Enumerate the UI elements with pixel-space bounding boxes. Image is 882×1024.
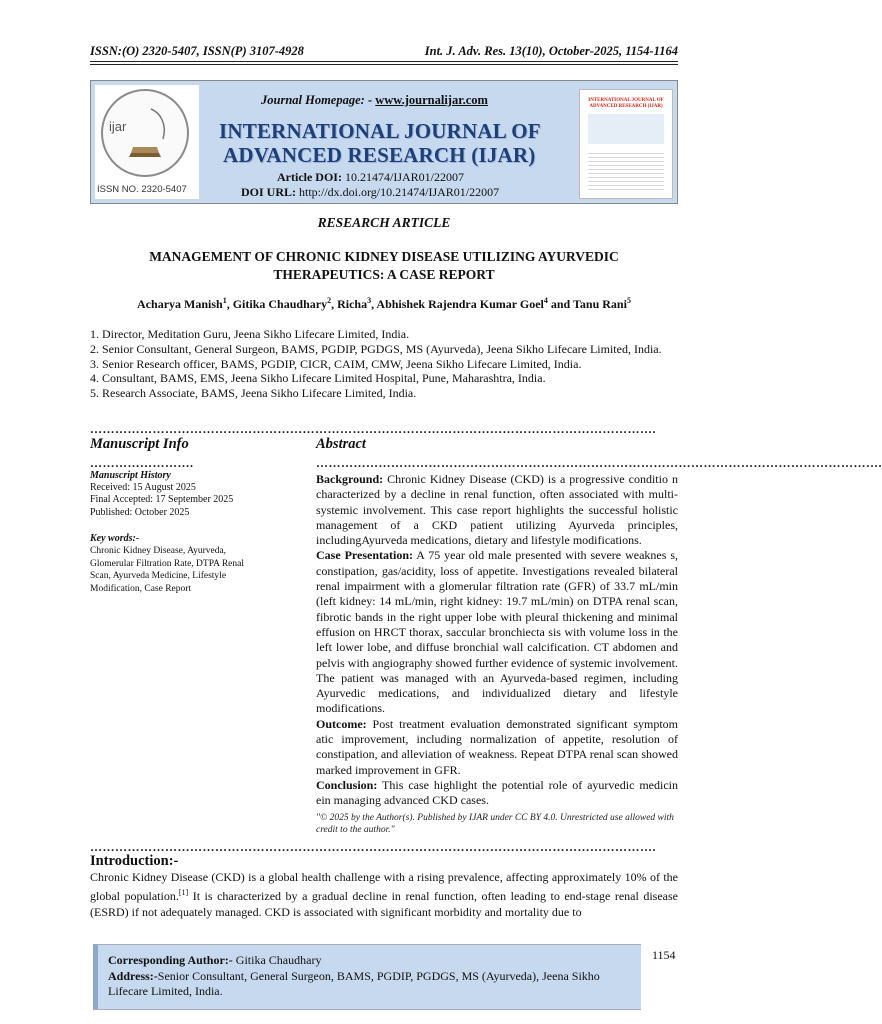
- abstract-heading: Abstract: [316, 436, 366, 452]
- abstract-body: [316, 472, 678, 809]
- header-rule-bottom: [90, 64, 678, 65]
- running-header: [90, 44, 678, 59]
- author-name: Acharya Manish: [137, 297, 223, 311]
- introduction-heading: Introduction:-: [90, 853, 179, 869]
- journal-logo: [95, 85, 199, 199]
- corr-name: Gitika Chaudhary: [232, 953, 322, 967]
- abstract-section-label: Outcome:: [316, 716, 367, 731]
- logo-text: ijar: [109, 119, 127, 134]
- author-affiliation-ref: 1: [222, 296, 227, 305]
- corresponding-author-box: [93, 944, 641, 1010]
- abstract-section-text: Chronic Kidney Disease (CKD) is a progressive conditio n characterized by a decline in renal function, often associated with multi-systemic involvement. This case report highlights the successful holistic management of a CKD patient utilizing Ayurveda principles, includingAyurveda medications, dietary and lifestyle modifications.: [316, 472, 678, 548]
- keywords-text: Chronic Kidney Disease, Ayurveda, Glomerular Filtration Rate, DTPA Renal Scan, Ayurveda Medicine, Lifestyle Modification, Case Report: [90, 546, 245, 594]
- abstract-section: [316, 548, 678, 716]
- author-affiliation-ref: 4: [543, 296, 548, 305]
- homepage-link[interactable]: www.journalijar.com: [375, 93, 488, 107]
- accepted-date: Final Accepted: 17 September 2025: [90, 494, 234, 506]
- author-name: Gitika Chaudhary: [232, 297, 328, 311]
- license-note: "© 2025 by the Author(s). Published by IJAR under CC BY 4.0. Unrestricted use allowed with credit to the author.": [316, 813, 674, 835]
- abstract-section: [316, 472, 678, 548]
- intro-text-1: Chronic Kidney Disease (CKD) is a global health challenge with a rising prevalence, affecting approximately 10% of the global population.: [90, 870, 678, 904]
- journal-homepage: [261, 93, 488, 108]
- affiliation-item: 3. Senior Research officer, BAMS, PGDIP, CICR, CAIM, CMW, Jeena Sikho Lifecare Limited, India.: [90, 356, 582, 371]
- intro-text-2: It is characterized by a gradual decline in renal function, often leading to end-stage renal disease (ESRD) if not adequately managed. CKD is associated with significant morbidity and mortality due to: [90, 889, 679, 919]
- author-affiliation-ref: 3: [367, 296, 372, 305]
- homepage-label: Journal Homepage: -: [261, 93, 373, 107]
- logo-issn: ISSN NO. 2320-5407: [97, 184, 187, 195]
- author-name: Abhishek Rajendra Kumar Goel: [376, 297, 544, 311]
- journal-title-line2: ADVANCED RESEARCH (IJAR): [223, 143, 536, 167]
- author-affiliation-ref: 2: [327, 296, 332, 305]
- article-doi: [277, 170, 464, 185]
- divider-dots-2: ……………………………………………………………………………………………………………………….: [90, 840, 656, 854]
- author-name: Tanu Rani: [573, 297, 627, 311]
- paper-title-line2: THERAPEUTICS: A CASE REPORT: [273, 267, 495, 282]
- author-affiliation-ref: 5: [626, 296, 631, 305]
- abstract-section: [316, 778, 678, 809]
- published-date: Published: October 2025: [90, 506, 190, 518]
- cover-image-block: [588, 114, 664, 144]
- doi-value: 10.21474/IJAR01/22007: [344, 170, 464, 184]
- author-name: Richa: [337, 297, 368, 311]
- doi-url: [241, 185, 499, 200]
- keywords-label: Key words:-: [90, 532, 140, 544]
- address-text: Senior Consultant, General Surgeon, BAMS, PGDIP, PGDGS, MS (Ayurveda), Jeena Sikho Lifecare Limited, India.: [108, 968, 600, 998]
- abstract-section-text: This case highlight the potential role of ayurvedic medicin ein managing advanced CKD cases.: [316, 777, 678, 808]
- received-date: Received: 15 August 2025: [90, 482, 196, 494]
- manuscript-info-heading: Manuscript Info: [90, 436, 189, 452]
- affiliation-list: [90, 327, 678, 401]
- journal-title-line1: INTERNATIONAL JOURNAL OF: [219, 119, 541, 143]
- corr-label: Corresponding Author:-: [108, 953, 233, 967]
- issn-line: ISSN:(O) 2320-5407, ISSN(P) 3107-4928: [90, 44, 304, 58]
- cover-title: INTERNATIONAL JOURNAL OF ADVANCED RESEARCH (IJAR): [588, 98, 664, 109]
- doi-url-link[interactable]: http://dx.doi.org/10.21474/IJAR01/22007: [299, 185, 500, 199]
- cover-text-lines: [588, 150, 664, 190]
- citation-ref[interactable]: [1]: [178, 888, 189, 898]
- abstract-section: [316, 717, 678, 778]
- abstract-section-label: Background:: [316, 472, 384, 486]
- introduction-text: [90, 870, 678, 920]
- history-label: Manuscript History: [90, 470, 171, 481]
- doi-label: Article DOI:: [277, 170, 342, 184]
- affiliation-item: 2. Senior Consultant, General Surgeon, BAMS, PGDIP, PGDGS, MS (Ayurveda), Jeena Sikho Lifecare Limited, India.: [90, 341, 662, 356]
- article-type: RESEARCH ARTICLE: [317, 215, 451, 230]
- left-divider-dots: …………………….: [90, 456, 194, 470]
- abstract-section-text: Post treatment evaluation demonstrated significant symptom atic improvement, including normalization of appetite, resolution of constipation, and alleviation of weakness. Repeat DTPA renal scan showed marked improvement in GFR.: [316, 716, 678, 777]
- abstract-section-label: Case Presentation:: [316, 548, 414, 563]
- abstract-section-label: Conclusion:: [316, 777, 378, 792]
- journal-cover-thumbnail: [579, 89, 673, 199]
- abstract-section-text: A 75 year old male presented with severe weaknes s, constipation, gas/acidity, loss of appetite. Investigations revealed bilateral renal impairment with a glomerular filtration rate (GFR) of 33.7 mL/min (left kidney: 14 mL/min, right kidney: 19.7 mL/min) on DTPA renal scan, fibrotic bands in the right upper lobe with pleural thickening and minimal effusion on HRCT thorax, saccular bronchiecta sis with volume loss in the left lower lobe, and diffuse bronchial wall calcification. CT abdomen and pelvis with angiography showed further evidence of systemic involvement. The patient was managed with an Ayurveda-based regimen, including Ayurvedic medications, and individualized dietary and lifestyle modifications.: [316, 548, 678, 716]
- abstract-divider-dots: ……………………………………………………………………………………………………………………….: [316, 456, 882, 470]
- affiliation-item: 5. Research Associate, BAMS, Jeena Sikho Lifecare Limited, India.: [90, 386, 417, 401]
- paper-title-line1: MANAGEMENT OF CHRONIC KIDNEY DISEASE UTILIZING AYURVEDIC: [149, 249, 619, 264]
- address-label: Address:-: [108, 968, 158, 983]
- doi-url-label: DOI URL:: [241, 185, 297, 199]
- author-list: Acharya Manish$^1$, Gitika Chaudhary$^2$, Richa$^3$, Abhishek Rajendra Kumar Goel$^4$ and Tanu Rani$^5$: [137, 296, 631, 311]
- divider-dots: ……………………………………………………………………………………………………………………….: [90, 422, 656, 436]
- page-number: 1154: [652, 948, 676, 962]
- header-rule-top: [90, 61, 678, 62]
- manuscript-info: [90, 470, 290, 595]
- affiliation-item: 4. Consultant, BAMS, EMS, Jeena Sikho Lifecare Limited Hospital, Pune, Maharashtra, India.: [90, 371, 546, 386]
- citation-line: Int. J. Adv. Res. 13(10), October-2025, 1154-1164: [424, 44, 678, 58]
- journal-banner: [90, 80, 678, 204]
- paper-title: [90, 248, 678, 284]
- affiliation-item: 1. Director, Meditation Guru, Jeena Sikho Lifecare Limited, India.: [90, 327, 410, 341]
